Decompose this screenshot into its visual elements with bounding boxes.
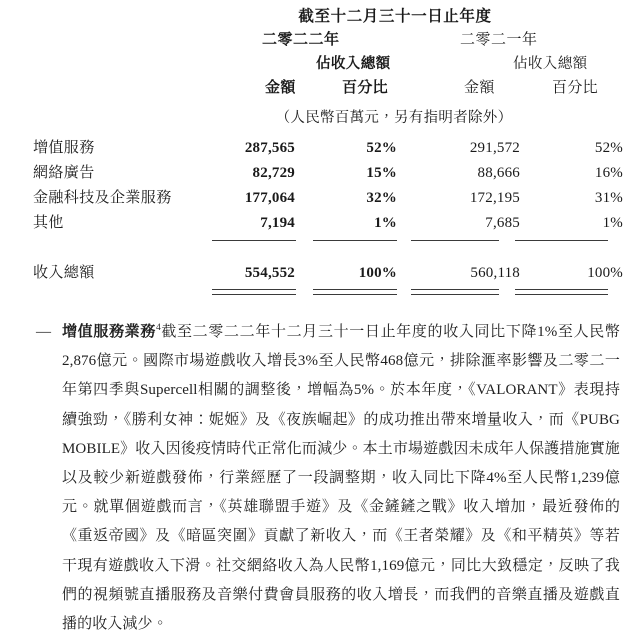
cell-percent-current: 1% xyxy=(374,215,397,231)
table-row xyxy=(0,161,640,186)
column-header-amount-previous: 金額 xyxy=(464,80,495,96)
unit-note: （人民幣百萬元，另有指明者除外） xyxy=(275,110,513,126)
bullet-dash: — xyxy=(36,324,52,340)
rule-percent-current xyxy=(313,240,397,241)
table-row xyxy=(0,211,640,236)
cell-percent-previous: 31% xyxy=(594,190,623,206)
column-header-percent-previous: 百分比 xyxy=(552,80,599,96)
cell-percent-previous: 16% xyxy=(594,165,623,181)
rule-amount-current xyxy=(212,240,296,241)
rule-percent-previous xyxy=(515,240,608,241)
revenue-table xyxy=(0,136,640,299)
cell-percent-current: 15% xyxy=(366,165,397,181)
cell-percent-current: 32% xyxy=(366,190,397,206)
cell-amount-current: 82,729 xyxy=(252,165,295,181)
total-amount-previous: 560,118 xyxy=(470,265,520,281)
column-header-amount-current: 金額 xyxy=(265,80,296,96)
total-percent-previous: 100% xyxy=(587,265,623,281)
cell-amount-previous: 88,666 xyxy=(477,165,520,181)
year-label-previous: 二零二一年 xyxy=(460,32,538,48)
cell-amount-previous: 7,685 xyxy=(485,215,520,231)
table-header xyxy=(0,0,640,129)
total-percent-current: 100% xyxy=(358,265,397,281)
total-label: 收入總額 xyxy=(33,265,95,281)
pct-of-revenue-label-current: 佔收入總額 xyxy=(316,56,391,72)
pct-of-revenue-label-previous: 佔收入總額 xyxy=(513,56,588,72)
total-amount-current: 554,552 xyxy=(244,265,295,281)
cell-amount-previous: 172,195 xyxy=(469,190,520,206)
rule-amount-previous xyxy=(411,240,499,241)
period-title: 截至十二月三十一日止年度 xyxy=(298,8,492,25)
note-lead-term: 增值服務業務 xyxy=(62,324,156,340)
note-section xyxy=(0,318,640,639)
cell-percent-current: 52% xyxy=(366,140,397,156)
column-header-percent-current: 百分比 xyxy=(342,80,389,96)
row-label: 其他 xyxy=(33,215,64,231)
note-body: 截至二零二二年十二月三十一日止年度的收入同比下降1%至人民幣2,876億元。國際市場遊戲收入增長3%至人民幣468億元，排除滙率影響及二零二一年第四季與Supercell相關的調整後，增幅為5%。於本年度，《VALORANT》表現持續強勁，《勝利女神：妮姬》及《夜族崛起》的成功推出帶來增量收入，而《PUBG MOBILE》收入因後疫情時代正常化而減少。本土市場遊戲因未成年人保護措施實施以及較少新遊戲發佈，行業經歷了一段調整期，收入同比下降4%至人民幣1,239億元。就單個遊戲而言，《英雄聯盟手遊》及《金鏟鏟之戰》收入增加，最近發佈的《重返帝國》及《暗區突圍》貢獻了新收入，而《王者榮耀》及《和平精英》等若干現有遊戲收入下滑。社交網絡收入為人民幣1,169億元，同比大致穩定，反映了我們的視頻號直播服務及音樂付費會員服務的收入增長，而我們的音樂直播及遊戲直播的收入減少。 xyxy=(62,324,620,633)
table-row xyxy=(0,136,640,161)
row-label: 金融科技及企業服務 xyxy=(33,190,172,206)
note-paragraph xyxy=(0,318,640,639)
total-row xyxy=(0,261,640,286)
cell-percent-previous: 52% xyxy=(594,140,623,156)
cell-percent-previous: 1% xyxy=(602,215,623,231)
double-rule-amount-current xyxy=(212,289,296,295)
double-rule-percent-previous xyxy=(515,289,608,295)
cell-amount-current: 7,194 xyxy=(260,215,295,231)
column-subheader-row xyxy=(0,76,640,101)
footnote-marker: 4 xyxy=(155,323,161,333)
year-label-current: 二零二二年 xyxy=(262,32,340,48)
row-label: 增值服務 xyxy=(33,140,95,156)
total-spacer xyxy=(0,247,640,261)
pct-of-revenue-header-row xyxy=(0,52,640,76)
cell-amount-previous: 291,572 xyxy=(469,140,520,156)
cell-amount-current: 287,565 xyxy=(244,140,295,156)
cell-amount-current: 177,064 xyxy=(244,190,295,206)
total-double-rule xyxy=(0,286,640,299)
row-label: 網絡廣告 xyxy=(33,165,95,181)
double-rule-percent-current xyxy=(313,289,397,295)
year-header-row xyxy=(0,28,640,52)
subtotal-rule xyxy=(0,236,640,247)
table-row xyxy=(0,186,640,211)
double-rule-amount-previous xyxy=(411,289,499,295)
